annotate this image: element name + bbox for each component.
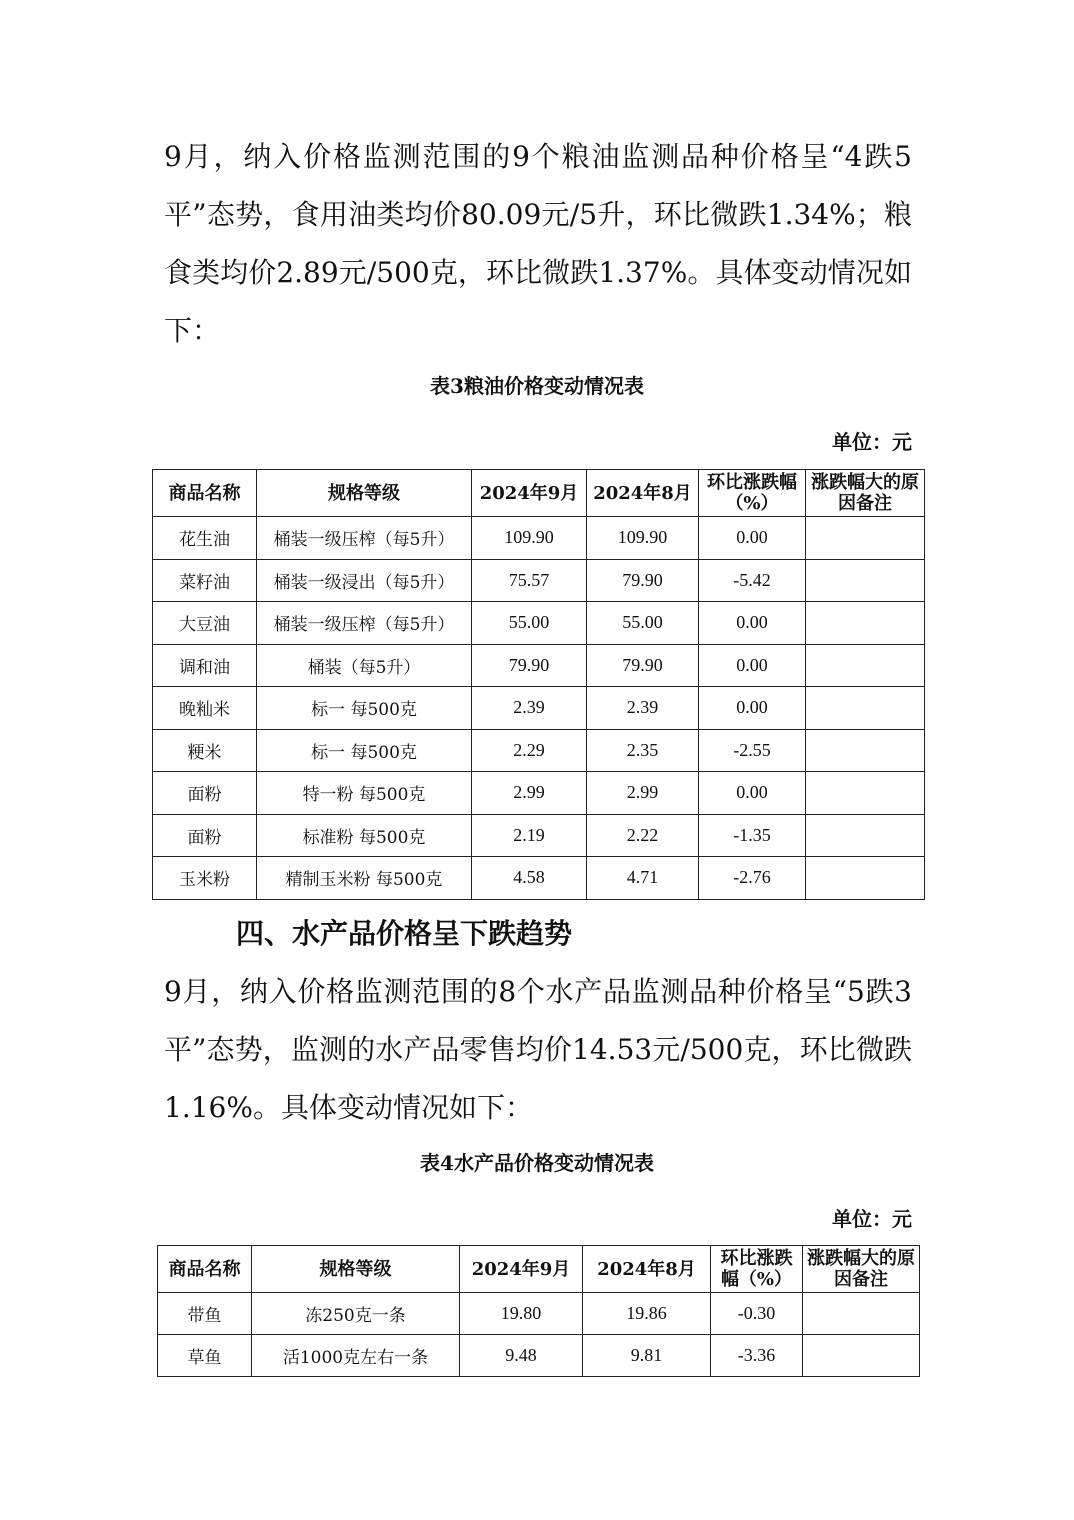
- table-row: [158, 1293, 920, 1335]
- cell-product: 面粉: [153, 814, 257, 857]
- table-row: [153, 772, 925, 815]
- header-product-name: 商品名称: [153, 470, 257, 517]
- cell-sep: 109.90: [472, 517, 587, 560]
- cell-change: -5.42: [699, 559, 806, 602]
- cell-change: 0.00: [699, 602, 806, 645]
- table-row: [153, 857, 925, 900]
- cell-aug: 55.00: [587, 602, 699, 645]
- cell-aug: 4.71: [587, 857, 699, 900]
- cell-remark: [803, 1293, 920, 1335]
- table-row: [153, 687, 925, 730]
- cell-product: 粳米: [153, 729, 257, 772]
- cell-remark: [806, 602, 925, 645]
- cell-sep: 2.19: [472, 814, 587, 857]
- cell-change: 0.00: [699, 644, 806, 687]
- cell-aug: 79.90: [587, 644, 699, 687]
- cell-change: -3.36: [711, 1335, 803, 1377]
- table-row: [153, 517, 925, 560]
- table-header-row: [158, 1246, 920, 1293]
- table4-caption: 表4水产品价格变动情况表: [420, 1151, 654, 1175]
- grain-oil-price-table: [152, 469, 925, 900]
- header-remarks: 涨跌幅大的原因备注: [803, 1246, 920, 1293]
- header-spec-grade: 规格等级: [257, 470, 472, 517]
- header-sep-2024: 2024年9月: [472, 470, 587, 517]
- table-row: [153, 644, 925, 687]
- cell-change: -2.76: [699, 857, 806, 900]
- table-row: [153, 729, 925, 772]
- table-row: [158, 1335, 920, 1377]
- cell-product: 晚籼米: [153, 687, 257, 730]
- table3-unit: 单位：元: [832, 430, 912, 454]
- cell-sep: 2.39: [472, 687, 587, 730]
- cell-change: 0.00: [699, 772, 806, 815]
- header-mom-change: 环比涨跌幅（%）: [699, 470, 806, 517]
- cell-product: 草鱼: [158, 1335, 252, 1377]
- aquatic-price-table: [157, 1245, 920, 1377]
- table3-caption: 表3粮油价格变动情况表: [430, 374, 644, 398]
- section-heading-aquatic: 四、水产品价格呈下跌趋势: [236, 917, 573, 950]
- cell-remark: [806, 814, 925, 857]
- cell-remark: [806, 729, 925, 772]
- cell-aug: 9.81: [583, 1335, 711, 1377]
- cell-sep: 55.00: [472, 602, 587, 645]
- cell-spec: 标准粉 每500克: [257, 814, 472, 857]
- cell-remark: [803, 1335, 920, 1377]
- header-aug-2024: 2024年8月: [587, 470, 699, 517]
- header-product-name: 商品名称: [158, 1246, 252, 1293]
- cell-sep: 2.99: [472, 772, 587, 815]
- header-mom-change: 环比涨跌幅（%）: [711, 1246, 803, 1293]
- cell-spec: 特一粉 每500克: [257, 772, 472, 815]
- cell-product: 花生油: [153, 517, 257, 560]
- table-header-row: [153, 470, 925, 517]
- cell-spec: 标一 每500克: [257, 687, 472, 730]
- cell-aug: 2.99: [587, 772, 699, 815]
- cell-remark: [806, 772, 925, 815]
- paragraph-aquatic: 9月，纳入价格监测范围的8个水产品监测品种价格呈“5跌3平”态势，监测的水产品零售均价14.53元/500克，环比微跌1.16%。具体变动情况如下：: [164, 975, 912, 1124]
- cell-product: 玉米粉: [153, 857, 257, 900]
- cell-spec: 桶装（每5升）: [257, 644, 472, 687]
- cell-sep: 9.48: [460, 1335, 583, 1377]
- header-sep-2024: 2024年9月: [460, 1246, 583, 1293]
- cell-remark: [806, 559, 925, 602]
- cell-product: 菜籽油: [153, 559, 257, 602]
- cell-aug: 79.90: [587, 559, 699, 602]
- cell-sep: 4.58: [472, 857, 587, 900]
- cell-aug: 2.35: [587, 729, 699, 772]
- cell-remark: [806, 687, 925, 730]
- cell-spec: 冻250克一条: [252, 1293, 460, 1335]
- cell-product: 大豆油: [153, 602, 257, 645]
- cell-product: 带鱼: [158, 1293, 252, 1335]
- cell-product: 调和油: [153, 644, 257, 687]
- header-remarks: 涨跌幅大的原因备注: [806, 470, 925, 517]
- cell-sep: 79.90: [472, 644, 587, 687]
- cell-aug: 2.39: [587, 687, 699, 730]
- cell-aug: 109.90: [587, 517, 699, 560]
- table4-unit: 单位：元: [832, 1207, 912, 1231]
- cell-remark: [806, 644, 925, 687]
- cell-aug: 19.86: [583, 1293, 711, 1335]
- header-spec-grade: 规格等级: [252, 1246, 460, 1293]
- table-row: [153, 814, 925, 857]
- cell-aug: 2.22: [587, 814, 699, 857]
- cell-product: 面粉: [153, 772, 257, 815]
- cell-sep: 75.57: [472, 559, 587, 602]
- cell-remark: [806, 517, 925, 560]
- cell-spec: 桶装一级浸出（每5升）: [257, 559, 472, 602]
- table-row: [153, 602, 925, 645]
- cell-change: 0.00: [699, 687, 806, 730]
- cell-change: -1.35: [699, 814, 806, 857]
- cell-change: -2.55: [699, 729, 806, 772]
- cell-spec: 桶装一级压榨（每5升）: [257, 517, 472, 560]
- cell-spec: 活1000克左右一条: [252, 1335, 460, 1377]
- cell-sep: 2.29: [472, 729, 587, 772]
- cell-sep: 19.80: [460, 1293, 583, 1335]
- cell-remark: [806, 857, 925, 900]
- paragraph-grain-oil: 9月，纳入价格监测范围的9个粮油监测品种价格呈“4跌5平”态势，食用油类均价80.09元/5升，环比微跌1.34%；粮食类均价2.89元/500克，环比微跌1.37%。具体变动情况如下：: [164, 140, 912, 347]
- cell-spec: 桶装一级压榨（每5升）: [257, 602, 472, 645]
- cell-spec: 精制玉米粉 每500克: [257, 857, 472, 900]
- cell-change: -0.30: [711, 1293, 803, 1335]
- cell-spec: 标一 每500克: [257, 729, 472, 772]
- header-aug-2024: 2024年8月: [583, 1246, 711, 1293]
- cell-change: 0.00: [699, 517, 806, 560]
- table-row: [153, 559, 925, 602]
